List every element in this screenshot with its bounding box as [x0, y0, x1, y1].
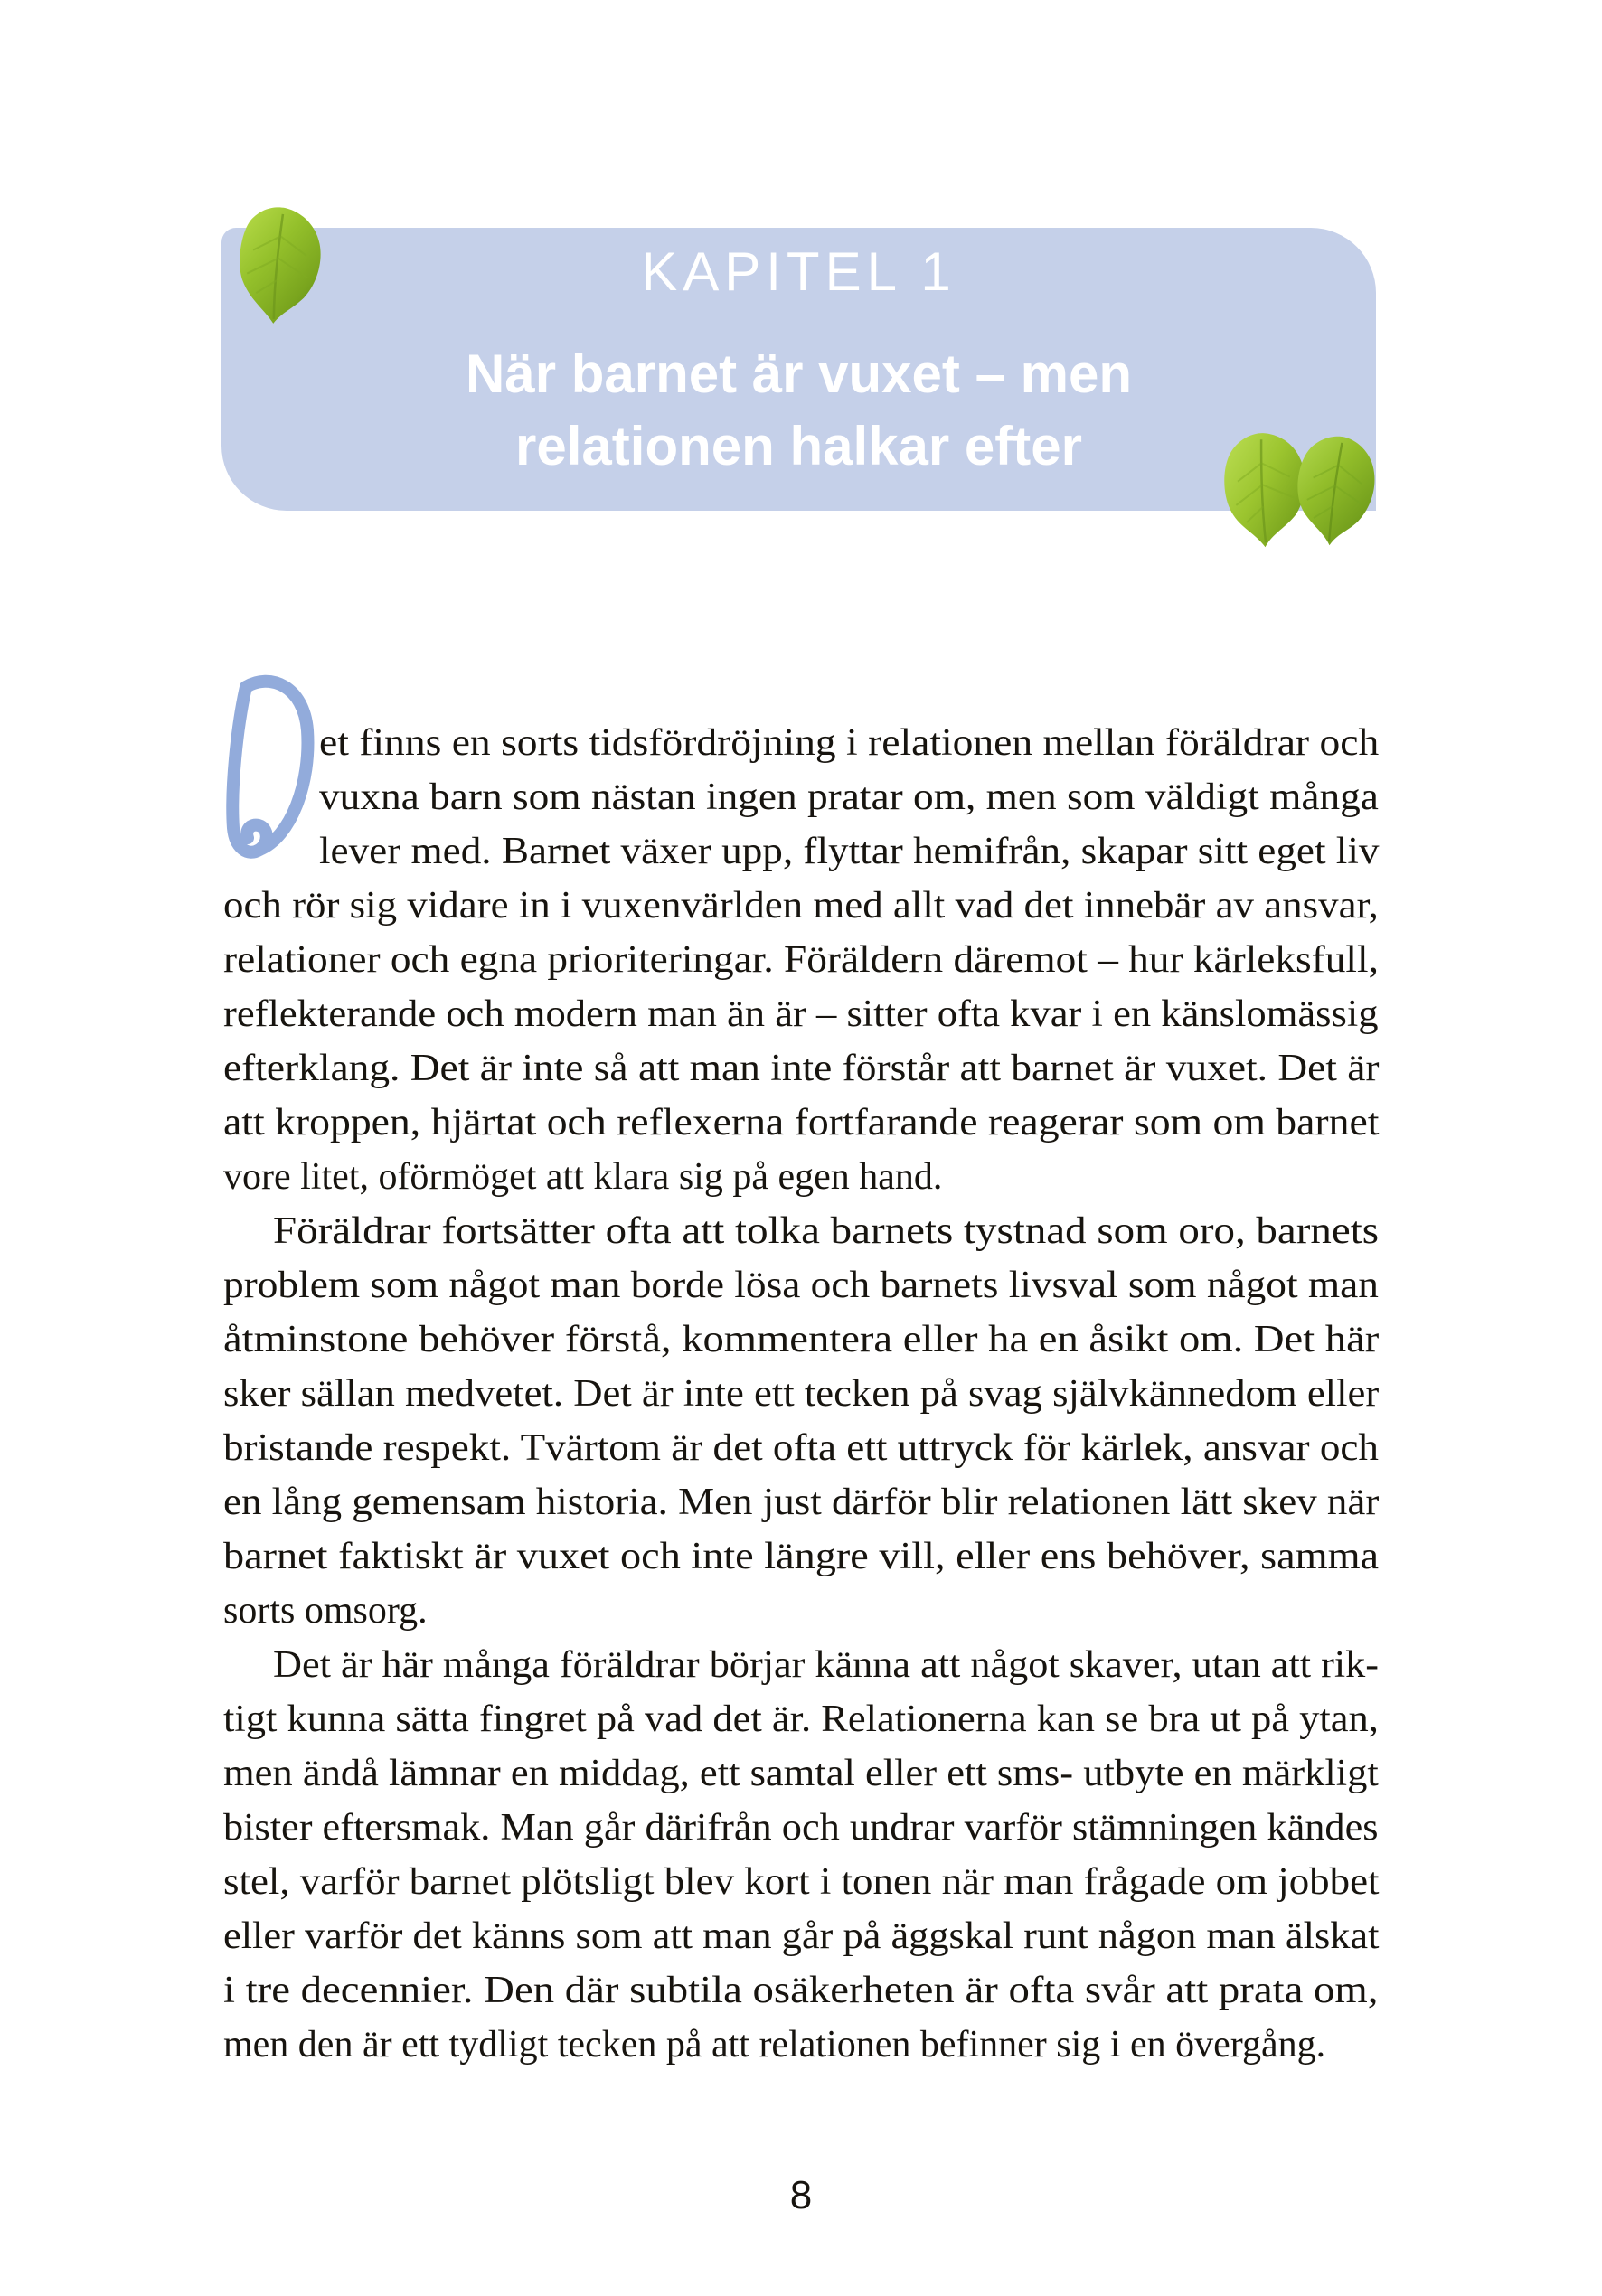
body-line: men den är ett tydligt tecken på att relationen befinner sig i en övergång.: [223, 2024, 1326, 2065]
body-line: eller varför det känns som att man går på äggskal runt någon man älskat: [223, 1915, 1380, 1957]
body-line: barnet faktiskt är vuxet och inte längre vill, eller ens behöver, samma: [223, 1536, 1380, 1577]
body-line: Föräldrar fortsätter ofta att tolka barnets tystnad som oro, barnets: [273, 1210, 1380, 1252]
body-line: Det är här många föräldrar börjar känna att något skaver, utan att rik-: [273, 1644, 1379, 1686]
chapter-title-line-2: relationen halkar efter: [515, 416, 1082, 476]
body-line: en lång gemensam historia. Men just därför blir relationen lätt skev när: [223, 1482, 1380, 1523]
body-line: sorts omsorg.: [223, 1590, 428, 1632]
body-line: efterklang. Det är inte så att man inte förstår att barnet är vuxet. Det är: [223, 1048, 1380, 1089]
body-line: stel, varför barnet plötsligt blev kort i tonen när man frågade om jobbet: [223, 1861, 1380, 1903]
body-line: lever med. Barnet växer upp, flyttar hemifrån, skapar sitt eget liv: [319, 831, 1380, 872]
body-line: och rör sig vidare in i vuxenvärlden med allt vad det innebär av ansvar,: [223, 885, 1379, 927]
chapter-title: [221, 338, 1376, 483]
body-line: bister eftersmak. Man går därifrån och undrar varför stämningen kändes: [223, 1807, 1379, 1849]
body-line: men ändå lämnar en middag, ett samtal eller ett sms- utbyte en märkligt: [223, 1753, 1379, 1794]
chapter-title-line-1: När barnet är vuxet – men: [466, 343, 1132, 404]
body-line: reflekterande och modern man än är – sitter ofta kvar i en känslomässig: [223, 993, 1379, 1035]
body-line: bristande respekt. Tvärtom är det ofta ett uttryck för kärlek, ansvar och: [223, 1427, 1379, 1469]
chapter-banner: [221, 228, 1376, 511]
birch-leaf-icon: [233, 204, 325, 327]
chapter-kicker: KAPITEL 1: [641, 241, 956, 302]
body-line: sker sällan medvetet. Det är inte ett tecken på svag självkännedom eller: [223, 1373, 1380, 1415]
body-line: att kroppen, hjärtat och reflexerna fortfarande reagerar som om barnet: [223, 1102, 1380, 1143]
body-line: tigt kunna sätta fingret på vad det är. Relationerna kan se bra ut på ytan,: [223, 1698, 1379, 1740]
body-line: relationer och egna prioriteringar. Föräldern däremot – hur kärleksfull,: [223, 939, 1379, 981]
body-text: [223, 716, 1379, 2072]
body-line: et finns en sorts tidsfördröjning i relationen mellan föräldrar och: [319, 722, 1380, 764]
page-number: 8: [789, 2173, 813, 2217]
birch-leaf-icon: [1291, 428, 1378, 553]
body-line: vuxna barn som nästan ingen pratar om, men som väldigt många: [319, 776, 1379, 818]
body-line: vore litet, oförmöget att klara sig på egen hand.: [223, 1156, 943, 1198]
body-line: problem som något man borde lösa och barnets livsval som något man: [223, 1265, 1379, 1306]
body-line: i tre decennier. Den där subtila osäkerheten är ofta svår att prata om,: [223, 1970, 1379, 2011]
body-line: åtminstone behöver förstå, kommentera eller ha en åsikt om. Det här: [223, 1319, 1380, 1360]
